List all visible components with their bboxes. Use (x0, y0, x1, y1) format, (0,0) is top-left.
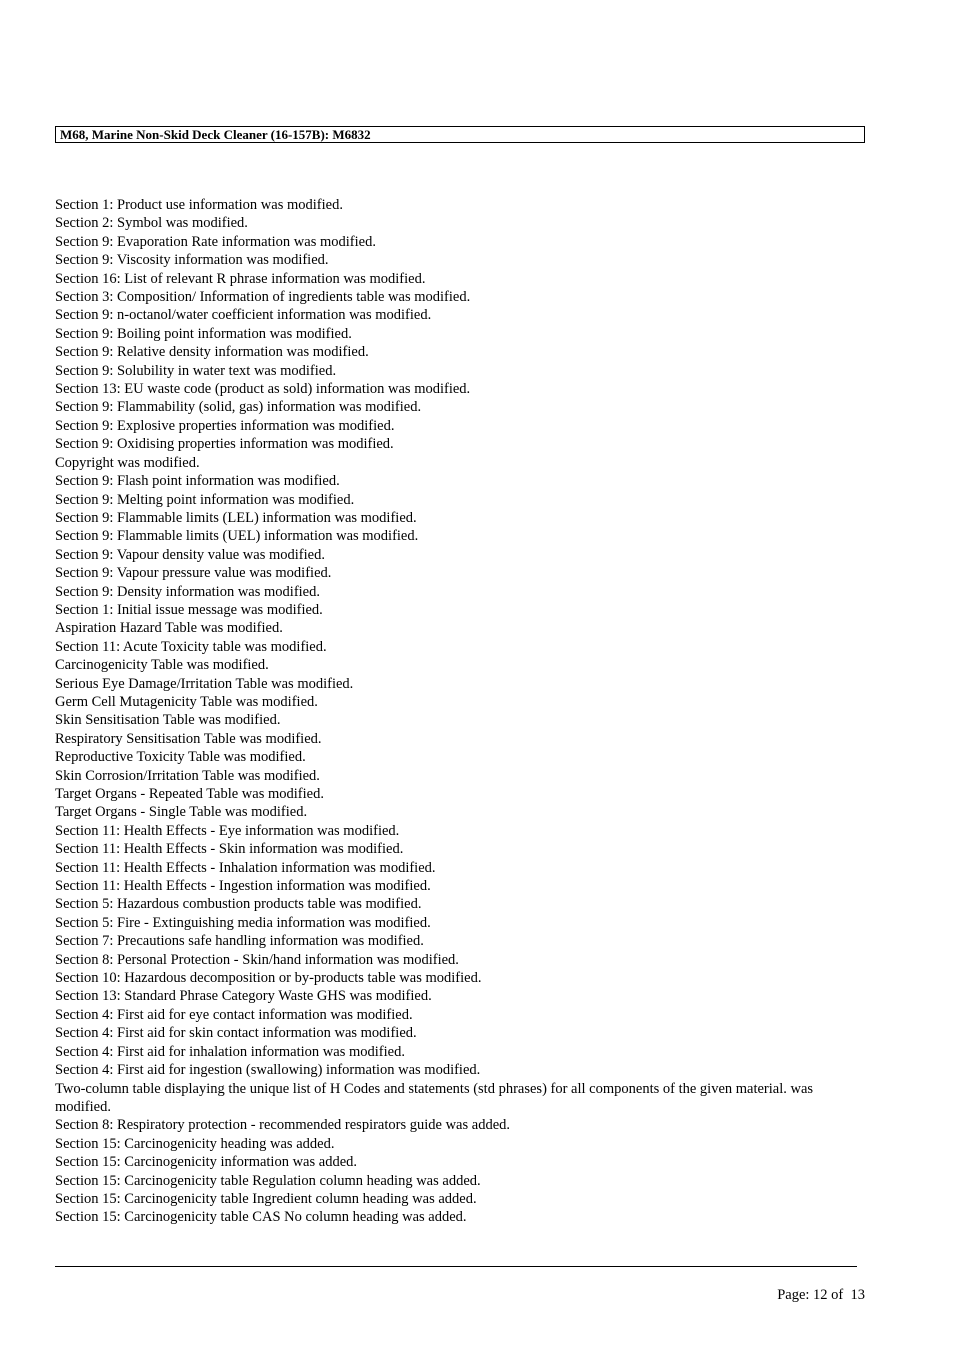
change-entry: Section 9: n-octanol/water coefficient information was modified. (55, 307, 432, 324)
change-entry: Section 4: First aid for skin contact information was modified. (55, 1025, 417, 1042)
change-entry: Skin Sensitisation Table was modified. (55, 712, 281, 729)
change-entry: Germ Cell Mutagenicity Table was modified. (55, 693, 318, 710)
change-entry: Section 1: Product use information was modified. (55, 197, 343, 213)
change-entry: Section 9: Relative density information was modified. (55, 344, 369, 361)
change-entry: Target Organs - Single Table was modified. (55, 804, 308, 821)
change-entry: Section 11: Health Effects - Inhalation information was modified. (55, 859, 436, 876)
change-entry: Section 8: Respiratory protection - recommended respirators guide was added. (55, 1117, 511, 1134)
change-entry: Section 15: Carcinogenicity heading was added. (55, 1135, 335, 1152)
change-entry: Section 15: Carcinogenicity information was added. (55, 1154, 358, 1171)
change-entry: Section 11: Health Effects - Eye information was modified. (55, 822, 400, 839)
change-entry: Section 11: Health Effects - Skin information was modified. (55, 841, 404, 858)
change-entry: Section 9: Melting point information was modified. (55, 491, 355, 508)
change-entry: Aspiration Hazard Table was modified. (55, 620, 283, 637)
change-entry: Carcinogenicity Table was modified. (55, 657, 269, 674)
change-entry: Section 9: Flammability (solid, gas) information was modified. (55, 399, 422, 416)
page-number: Page: 12 of 13 (777, 1287, 865, 1303)
change-entry: Serious Eye Damage/Irritation Table was modified. (55, 675, 354, 692)
change-entry: Section 9: Flash point information was modified. (55, 473, 340, 490)
change-entry: Section 11: Acute Toxicity table was modified. (55, 638, 327, 655)
change-entry: Section 8: Personal Protection - Skin/hand information was modified. (55, 951, 459, 968)
change-entry: Section 15: Carcinogenicity table CAS No column heading was added. (55, 1209, 467, 1226)
change-entry: Section 9: Flammable limits (LEL) information was modified. (55, 509, 417, 526)
change-entry: Section 9: Explosive properties information was modified. (55, 417, 395, 434)
change-entry: Section 13: EU waste code (product as sold) information was modified. (55, 381, 471, 398)
change-entry: Section 5: Hazardous combustion products table was modified. (55, 896, 422, 913)
change-entry: Two-column table displaying the unique list of H Codes and statements (std phrases) for all components of the given material. was modified. (55, 1080, 814, 1115)
change-entry: Section 9: Vapour pressure value was modified. (55, 565, 332, 582)
change-entry: Section 9: Solubility in water text was modified. (55, 362, 337, 379)
change-entry: Section 4: First aid for inhalation information was modified. (55, 1043, 405, 1060)
change-entry: Section 2: Symbol was modified. (55, 215, 248, 232)
change-entry: Section 1: Initial issue message was modified. (55, 601, 323, 618)
change-entry: Section 9: Density information was modified. (55, 583, 320, 600)
change-entry: Section 4: First aid for ingestion (swallowing) information was modified. (55, 1062, 481, 1079)
document-header (55, 126, 865, 143)
change-entry: Section 7: Precautions safe handling information was modified. (55, 933, 424, 950)
product-title: M68, Marine Non-Skid Deck Cleaner (16-157B): M6832 (60, 127, 371, 142)
change-entry: Section 15: Carcinogenicity table Ingredient column heading was added. (55, 1190, 477, 1207)
change-entry: Section 11: Health Effects - Ingestion information was modified. (55, 878, 431, 895)
change-entry: Section 9: Viscosity information was modified. (55, 252, 329, 269)
change-entry: Section 4: First aid for eye contact information was modified. (55, 1006, 413, 1023)
change-entry: Section 9: Boiling point information was modified. (55, 325, 352, 342)
change-entry: Reproductive Toxicity Table was modified. (55, 749, 306, 766)
change-entry: Section 3: Composition/ Information of ingredients table was modified. (55, 289, 471, 306)
footer-divider (55, 1266, 857, 1267)
change-entry: Section 5: Fire - Extinguishing media information was modified. (55, 914, 431, 931)
change-entry: Skin Corrosion/Irritation Table was modified. (55, 767, 320, 784)
change-entry: Section 10: Hazardous decomposition or by-products table was modified. (55, 970, 482, 987)
change-entry: Section 9: Flammable limits (UEL) information was modified. (55, 528, 419, 545)
change-entry: Section 9: Oxidising properties information was modified. (55, 436, 394, 453)
change-entry: Section 9: Vapour density value was modified. (55, 546, 325, 563)
change-entry: Section 9: Evaporation Rate information was modified. (55, 233, 376, 250)
change-entry: Target Organs - Repeated Table was modified. (55, 786, 324, 802)
revision-changes-list (55, 196, 825, 1227)
change-entry: Copyright was modified. (55, 454, 200, 471)
change-entry: Section 16: List of relevant R phrase information was modified. (55, 270, 426, 287)
change-entry: Section 15: Carcinogenicity table Regulation column heading was added. (55, 1172, 481, 1189)
change-entry: Section 13: Standard Phrase Category Waste GHS was modified. (55, 988, 432, 1005)
change-entry: Respiratory Sensitisation Table was modified. (55, 730, 322, 747)
